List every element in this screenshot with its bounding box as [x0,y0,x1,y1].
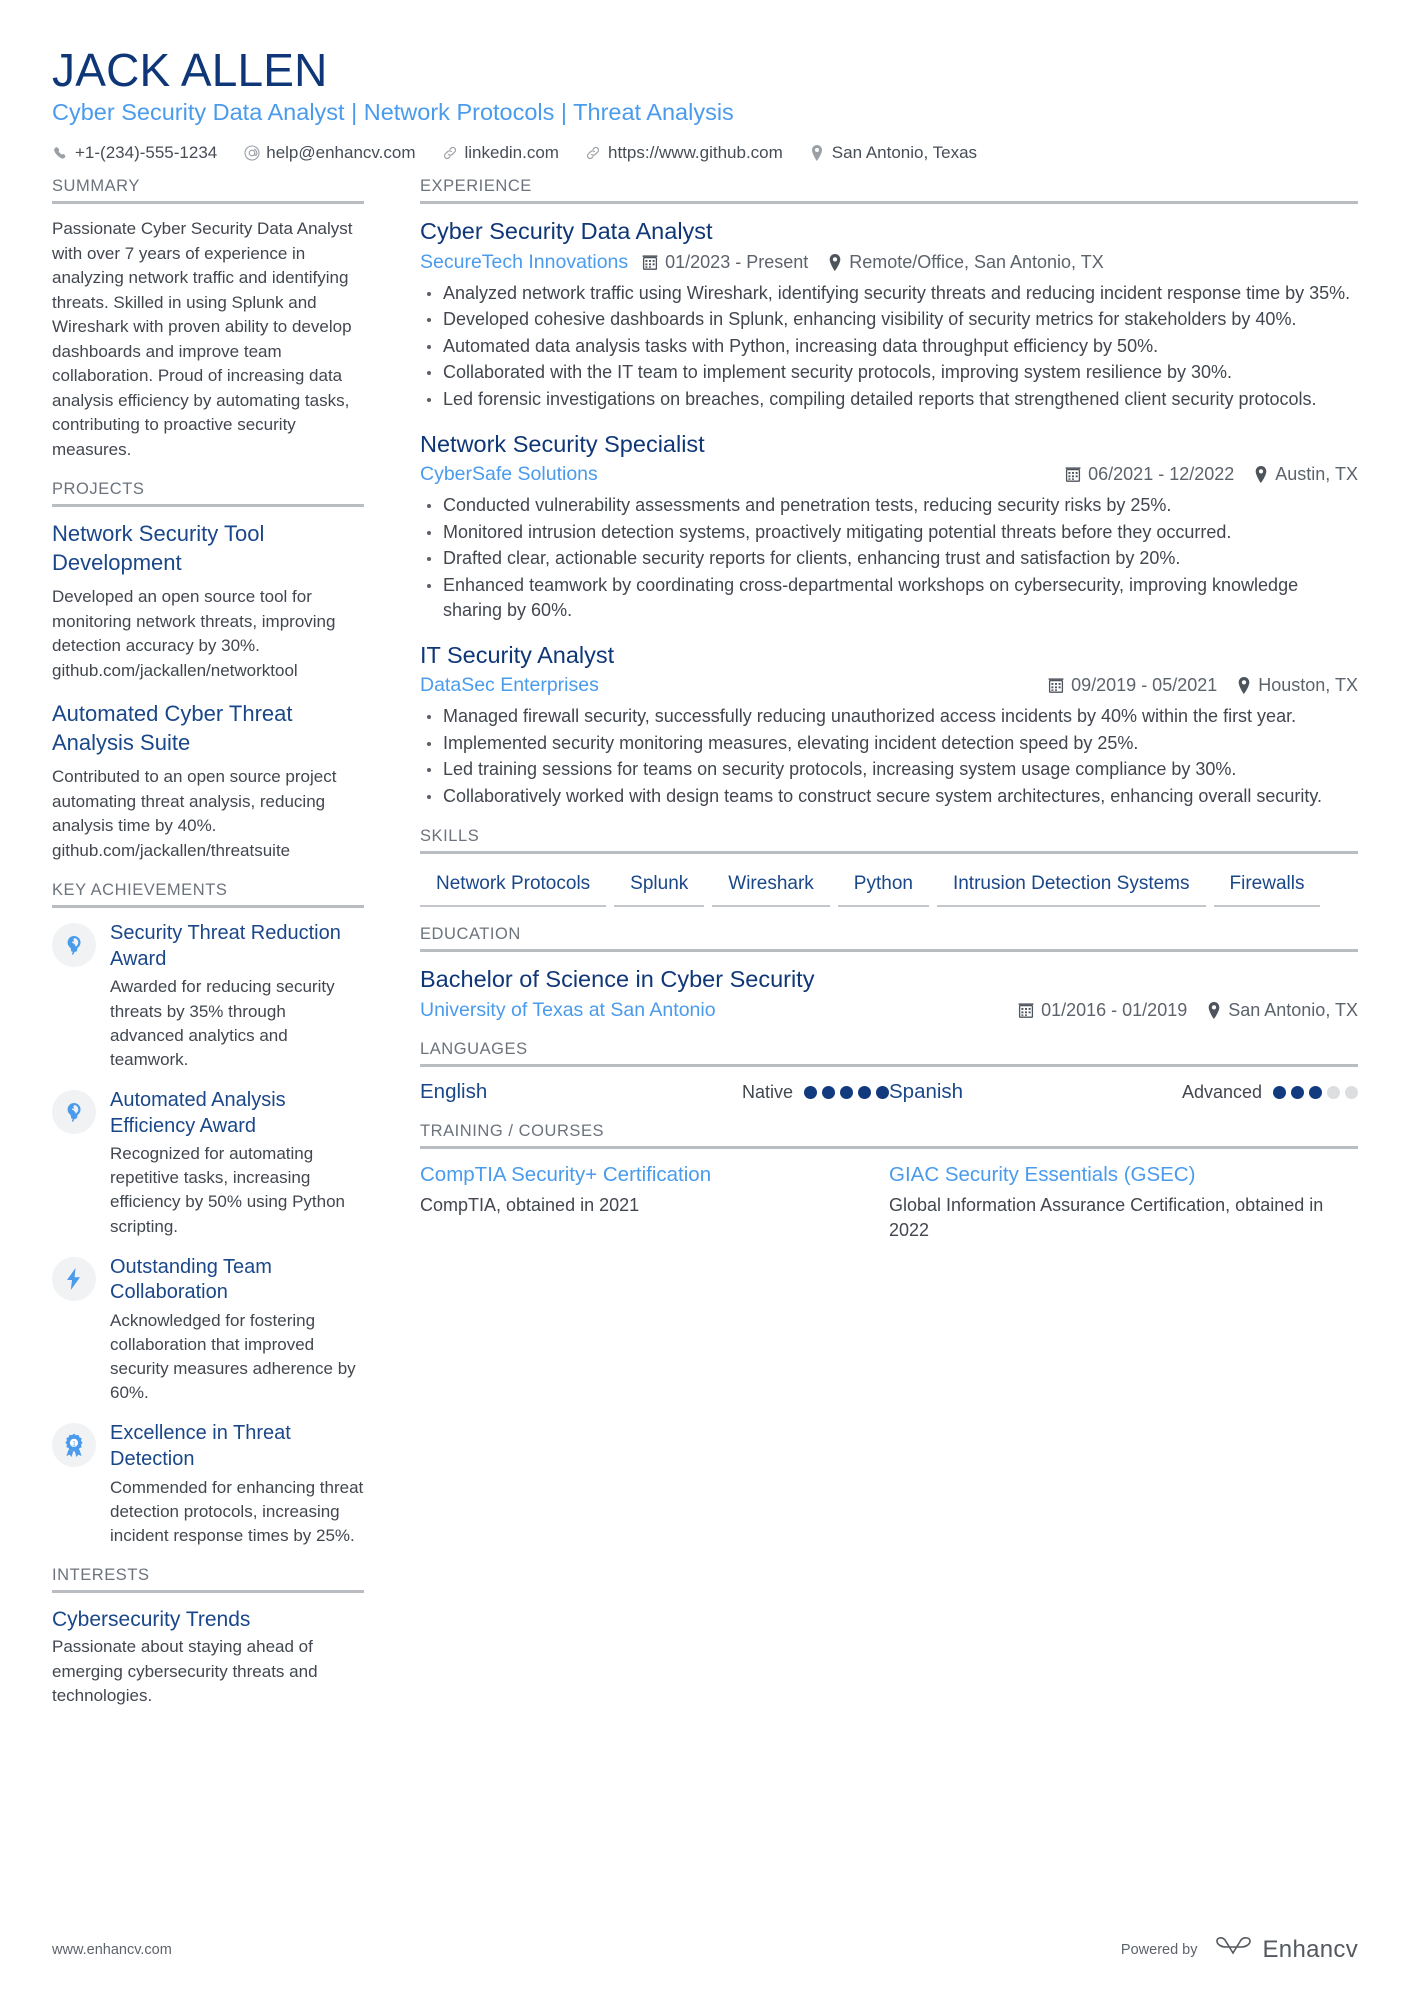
achievement-description: Awarded for reducing security threats by 35% through advanced analytics and teamwork. [110,977,335,1069]
achievement-item [52,1421,364,1548]
contact-row [52,143,1358,163]
job-title: Network Security Specialist [420,430,705,457]
project-item [52,700,364,863]
lightning-bolt-icon [64,1268,84,1290]
professional-headline: Cyber Security Data Analyst | Network Protocols | Threat Analysis [52,98,734,125]
company-name[interactable]: CyberSafe Solutions [420,462,598,485]
job-location-text: Austin, TX [1275,463,1358,484]
language-level-label: Native [741,1081,793,1102]
interest-description: Passionate about staying ahead of emerging cybersecurity threats and technologies. [52,1637,318,1706]
link-icon [441,145,458,162]
contact-text: https://www.github.com [607,143,783,163]
email-icon [243,145,260,162]
section-languages [420,1040,1358,1104]
experience-bullet: Led training sessions for teams on security protocols, increasing system usage compliance by 30%. [420,757,1358,783]
experience-bullet: Developed cohesive dashboards in Splunk, enhancing visibility of security metrics for stakeholders by 40%. [420,307,1358,333]
achievement-body [110,1421,364,1548]
section-title-projects: PROJECTS [52,480,364,507]
languages-list [420,1080,1358,1104]
calendar-icon [1048,677,1064,694]
achievement-description: Recognized for automating repetitive tasks, increasing efficiency by 50% using Python scripting. [110,1144,345,1236]
achievement-item [52,1255,364,1406]
contact-item[interactable] [585,143,783,163]
language-level-dot [876,1086,889,1099]
footer-website[interactable]: www.enhancv.com [52,1942,172,1958]
school-name[interactable]: University of Texas at San Antonio [420,999,716,1022]
contact-item[interactable] [243,143,415,163]
project-title: Automated Cyber Threat Analysis Suite [52,701,293,755]
skill-chip[interactable]: Firewalls [1214,867,1321,907]
language-level-dots [1273,1086,1358,1099]
experience-bullet: Analyzed network traffic using Wireshark, identifying security threats and reducing incident response time by 35%. [420,281,1358,307]
job-title: Cyber Security Data Analyst [420,218,713,245]
footer-branding [1121,1935,1358,1965]
education-dates [1018,1000,1187,1021]
experience-bullet: Implemented security monitoring measures, elevating incident detection speed by 25%. [420,731,1358,757]
achievement-badge [52,1090,96,1134]
right-column [382,177,1358,1261]
section-title-languages: LANGUAGES [420,1040,1358,1067]
experience-bullet: Enhanced teamwork by coordinating cross-departmental workshops on cybersecurity, improving knowledge sharing by 60%. [420,573,1358,624]
pin-icon [1254,466,1268,483]
education-dates-text: 01/2016 - 01/2019 [1041,1000,1188,1021]
award-ribbon-icon [63,1433,85,1457]
experience-item [420,641,1358,810]
language-level-dot [1309,1086,1322,1099]
experience-bullet: Led forensic investigations on breaches, compiling detailed reports that strengthened client security protocols. [420,387,1358,413]
course-title[interactable]: GIAC Security Essentials (GSEC) [889,1163,1196,1187]
experience-bullet: Monitored intrusion detection systems, proactively mitigating potential threats before they occurred. [420,520,1358,546]
resume-header [52,46,1358,163]
contact-text: linkedin.com [464,143,559,163]
degree-title: Bachelor of Science in Cyber Security [420,965,815,992]
language-name: Spanish [889,1080,964,1104]
achievements-list [52,921,364,1548]
language-level-dot [1273,1086,1286,1099]
job-meta [420,463,1358,486]
job-dates [1048,675,1217,696]
contact-item[interactable] [809,143,977,163]
course-title[interactable]: CompTIA Security+ Certification [420,1163,712,1187]
job-meta [420,251,1358,274]
language-level-dot [1345,1086,1358,1099]
experience-bullet: Automated data analysis tasks with Python, increasing data throughput efficiency by 50%. [420,334,1358,360]
achievement-title: Excellence in Threat Detection [110,1422,291,1470]
language-level-dot [1291,1086,1304,1099]
link-icon [585,145,602,162]
language-level-dot [1327,1086,1340,1099]
skills-list [420,867,1358,907]
achievement-title: Outstanding Team Collaboration [110,1255,272,1304]
section-key-achievements [52,881,364,1548]
language-level-dot [840,1086,853,1099]
job-dates-text: 01/2023 - Present [665,251,809,272]
location-icon [809,145,826,162]
experience-bullets [420,704,1358,809]
experience-bullet: Conducted vulnerability assessments and penetration tests, reducing security risks by 25%. [420,493,1358,519]
svg-text:1: 1 [72,1441,76,1448]
calendar-icon [642,254,658,271]
experience-bullet: Collaboratively worked with design teams to construct secure system architectures, enhancing overall security. [420,784,1358,810]
section-title-experience: EXPERIENCE [420,177,1358,204]
pin-icon [1237,677,1251,694]
project-description: Developed an open source tool for monitoring network threats, improving detection accuracy by 30%. github.com/jackallen/networktool [52,587,336,680]
language-name: English [420,1080,488,1104]
achievement-item [52,921,364,1072]
experience-bullet: Drafted clear, actionable security reports for clients, enhancing trust and satisfaction by 20%. [420,546,1358,572]
course-description: Global Information Assurance Certification, obtained in 2022 [889,1194,1324,1241]
courses-list [420,1162,1358,1243]
interest-item [52,1606,364,1709]
experience-item [420,217,1358,412]
project-description: Contributed to an open source project automating threat analysis, reducing analysis time by 40%. github.com/jackallen/threatsuite [52,767,337,860]
education-meta [420,999,1358,1022]
section-title-summary: SUMMARY [52,177,364,204]
experience-list [420,217,1358,809]
powered-by-label: Powered by [1120,1942,1198,1958]
language-level-dot [804,1086,817,1099]
calendar-icon [1065,466,1081,483]
job-location-text: Houston, TX [1258,675,1358,696]
section-summary [52,177,364,462]
achievement-description: Commended for enhancing threat detection protocols, increasing incident response times by 25%. [110,1477,364,1545]
experience-bullets [420,493,1358,624]
job-title: IT Security Analyst [420,641,615,668]
interest-title: Cybersecurity Trends [52,1607,251,1631]
contact-text: San Antonio, Texas [831,143,978,163]
job-dates-text: 09/2019 - 05/2021 [1071,675,1218,696]
experience-bullet: Collaborated with the IT team to implement security protocols, improving system resilience by 30%. [420,360,1358,386]
projects-list [52,520,364,863]
contact-text: +1-(234)-555-1234 [75,143,218,163]
left-column [52,177,382,1726]
page-footer [52,1935,1358,1965]
company-name[interactable]: DataSec Enterprises [420,674,599,697]
section-title-education: EDUCATION [420,925,1358,952]
summary-text: Passionate Cyber Security Data Analyst with over 7 years of experience in analyzing network traffic and identifying threats. Skilled in using Splunk and Wireshark with proven ability to develop dashboards and improve team collaboration. Proud of increasing data analysis efficiency by automating tasks, contributing to proactive security measures. [52,219,353,459]
experience-item [420,430,1358,624]
lightbulb-icon [63,934,85,956]
contact-text: help@enhancv.com [266,143,416,163]
section-skills [420,827,1358,907]
language-item [420,1080,889,1104]
pin-icon [828,254,842,271]
skill-chip[interactable]: Intrusion Detection Systems [937,867,1206,907]
course-description: CompTIA, obtained in 2021 [420,1194,640,1215]
contact-item[interactable] [441,143,559,163]
skill-chip[interactable]: Splunk [614,867,704,907]
achievement-body [110,1088,364,1239]
language-item [889,1080,1358,1104]
enhancv-logo-icon [1214,1935,1254,1965]
interests-list [52,1606,364,1709]
education-location [1207,1000,1358,1021]
section-interests [52,1566,364,1709]
job-location [1254,464,1358,485]
job-location [1237,675,1358,696]
section-experience [420,177,1358,809]
section-title-key-achievements: KEY ACHIEVEMENTS [52,881,364,908]
lightbulb-icon [63,1101,85,1123]
enhancv-brand [1214,1935,1359,1965]
job-dates-text: 06/2021 - 12/2022 [1088,463,1235,484]
achievement-badge [52,1423,96,1467]
education-item [420,965,1358,1022]
experience-bullet: Managed firewall security, successfully reducing unauthorized access incidents by 40% within the first year. [420,704,1358,730]
job-location [828,252,1103,273]
section-title-skills: SKILLS [420,827,1358,854]
achievement-title: Security Threat Reduction Award [110,922,341,970]
project-item [52,520,364,683]
job-meta [420,674,1358,697]
skill-chip[interactable]: Python [838,867,929,907]
section-education [420,925,1358,1022]
achievement-badge [52,1257,96,1301]
language-level-dot [822,1086,835,1099]
achievement-badge [52,923,96,967]
full-name: JACK ALLEN [52,44,328,96]
section-projects [52,480,364,863]
project-title: Network Security Tool Development [52,521,265,575]
language-level-dot [858,1086,871,1099]
language-level-dots [804,1086,889,1099]
language-level-label: Advanced [1181,1081,1262,1102]
course-item [889,1162,1358,1243]
achievement-description: Acknowledged for fostering collaboration that improved security measures adherence by 60%. [110,1310,356,1403]
section-title-training-courses: TRAINING / COURSES [420,1122,1358,1149]
phone-icon [52,145,69,162]
calendar-icon [1018,1002,1034,1019]
achievement-item [52,1088,364,1239]
achievement-body [110,921,364,1072]
section-training-courses [420,1122,1358,1243]
job-dates [1065,464,1234,485]
contact-item[interactable] [52,143,217,163]
job-location-text: Remote/Office, San Antonio, TX [849,251,1104,272]
skill-chip[interactable]: Wireshark [712,867,830,907]
education-list [420,965,1358,1022]
experience-bullets [420,281,1358,413]
pin-icon [1207,1002,1221,1019]
enhancv-brand-name: Enhancv [1262,1936,1358,1963]
education-location-text: San Antonio, TX [1228,1000,1358,1021]
skill-chip[interactable]: Network Protocols [420,867,606,907]
achievement-title: Automated Analysis Efficiency Award [110,1088,286,1137]
course-item [420,1162,889,1243]
section-title-interests: INTERESTS [52,1566,364,1593]
job-dates [642,252,808,273]
company-name[interactable]: SecureTech Innovations [420,250,629,273]
content-columns [52,177,1358,1726]
achievement-body [110,1255,364,1406]
